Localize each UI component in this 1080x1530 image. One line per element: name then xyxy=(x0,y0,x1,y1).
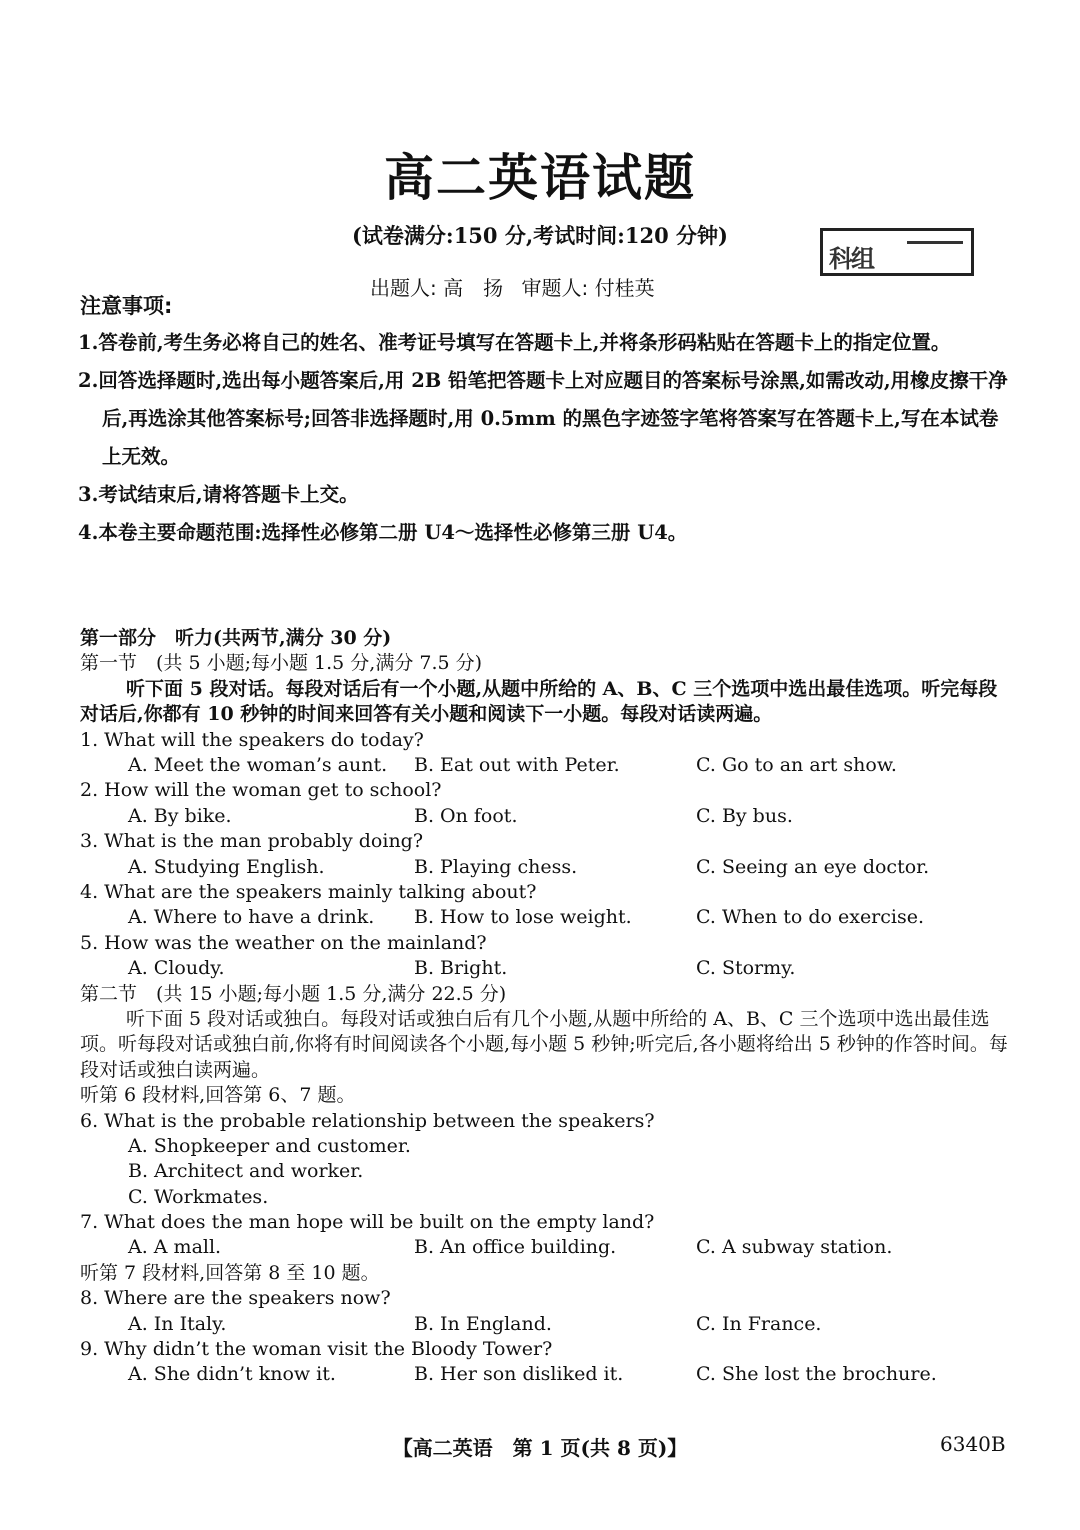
reviewer-label: 审题人: 付桂英 xyxy=(521,276,655,300)
option-c: C. By bus. xyxy=(696,804,793,827)
question-5: 5. How was the weather on the mainland? xyxy=(80,931,487,954)
exam-title: 高二英语试题 xyxy=(384,149,696,207)
question-8-options xyxy=(80,1312,1010,1337)
option-a: A. Studying English. xyxy=(128,855,325,878)
page-footer: 【高二英语 第 1 页(共 8 页)】 xyxy=(392,1436,688,1460)
option-c: C. In France. xyxy=(696,1312,822,1335)
option-b: B. How to lose weight. xyxy=(414,906,632,929)
option-c: C. Workmates. xyxy=(128,1185,269,1208)
question-2: 2. How will the woman get to school? xyxy=(80,779,442,802)
stamp-mark xyxy=(907,241,963,244)
option-a: A. Meet the woman’s aunt. xyxy=(128,753,388,776)
question-2-options xyxy=(80,804,1010,829)
part1-section xyxy=(80,626,1010,1388)
question-5-options xyxy=(80,956,1010,981)
option-c: C. A subway station. xyxy=(696,1236,893,1259)
material-7-label: 听第 7 段材料,回答第 8 至 10 题。 xyxy=(80,1261,380,1284)
notice-item: 3.考试结束后,请将答题卡上交。 xyxy=(78,483,359,506)
stamp-text: 科组 xyxy=(829,244,873,273)
option-b: B. Bright. xyxy=(414,957,508,980)
notice-list xyxy=(78,324,1008,552)
option-a: A. Shopkeeper and customer. xyxy=(128,1134,411,1157)
option-c: C. Go to an art show. xyxy=(696,753,897,776)
option-c: C. She lost the brochure. xyxy=(696,1363,937,1386)
question-4-options xyxy=(80,905,1010,930)
option-b: B. Playing chess. xyxy=(414,855,578,878)
option-c: C. Stormy. xyxy=(696,957,796,980)
option-b: B. On foot. xyxy=(414,804,518,827)
option-b: B. Architect and worker. xyxy=(128,1160,364,1183)
part1-heading: 第一部分 听力(共两节,满分 30 分) xyxy=(80,627,392,649)
question-8: 8. Where are the speakers now? xyxy=(80,1287,391,1310)
option-b: B. An office building. xyxy=(414,1236,617,1259)
question-3: 3. What is the man probably doing? xyxy=(80,830,424,853)
paper-code: 6340B xyxy=(940,1432,1006,1456)
notice-heading: 注意事项: xyxy=(80,294,173,318)
notice-item: 1.答卷前,考生务必将自己的姓名、准考证号填写在答题卡上,并将条形码粘贴在答题卡上的指定位置。 xyxy=(78,331,951,354)
option-b: B. Her son disliked it. xyxy=(414,1363,624,1386)
question-4: 4. What are the speakers mainly talking about? xyxy=(80,880,537,903)
question-9: 9. Why didn’t the woman visit the Bloody Tower? xyxy=(80,1338,553,1361)
option-a: A. A mall. xyxy=(128,1236,222,1259)
option-a: A. She didn’t know it. xyxy=(128,1363,336,1386)
option-a: A. Cloudy. xyxy=(128,957,225,980)
question-7: 7. What does the man hope will be built on the empty land? xyxy=(80,1211,655,1234)
section1-heading: 第一节 (共 5 小题;每小题 1.5 分,满分 7.5 分) xyxy=(80,652,483,675)
option-a: A. Where to have a drink. xyxy=(128,906,375,929)
option-c: C. Seeing an eye doctor. xyxy=(696,855,930,878)
question-1: 1. What will the speakers do today? xyxy=(80,728,424,751)
option-a: A. By bike. xyxy=(128,804,232,827)
question-6: 6. What is the probable relationship between the speakers? xyxy=(80,1109,655,1132)
setter-label: 出题人: 高 扬 xyxy=(370,276,504,300)
section1-instructions: 听下面 5 段对话。每段对话后有一个小题,从题中所给的 A、B、C 三个选项中选出最佳选项。听完每段对话后,你都有 10 秒钟的时间来回答有关小题和阅读下一小题。每段对话读两遍。 xyxy=(80,677,998,726)
question-9-options xyxy=(80,1362,1010,1387)
section2-instructions: 听下面 5 段对话或独白。每段对话或独白后有几个小题,从题中所给的 A、B、C 三个选项中选出最佳选项。听每段对话或独白前,你将有时间阅读各个小题,每小题 5 秒钟;听完后,各小题将给出 5 秒钟的作答时间。每段对话或独白读两遍。 xyxy=(80,1007,1008,1081)
option-c: C. When to do exercise. xyxy=(696,906,925,929)
material-6-label: 听第 6 段材料,回答第 6、7 题。 xyxy=(80,1084,356,1107)
option-b: B. Eat out with Peter. xyxy=(414,753,620,776)
question-3-options xyxy=(80,855,1010,880)
authors-line xyxy=(370,272,667,301)
question-1-options xyxy=(80,753,1010,778)
notice-item: 2.回答选择题时,选出每小题答案后,用 2B 铅笔把答题卡上对应题目的答案标号涂黑,如需改动,用橡皮擦干净后,再选涂其他答案标号;回答非选择题时,用 0.5mm 的黑色字迹签字笔将答案写在答题卡上,写在本试卷上无效。 xyxy=(78,369,1008,468)
question-7-options xyxy=(80,1235,1010,1260)
option-b: B. In England. xyxy=(414,1312,552,1335)
option-a: A. In Italy. xyxy=(128,1312,227,1335)
notice-item: 4.本卷主要命题范围:选择性必修第二册 U4～选择性必修第三册 U4。 xyxy=(78,521,688,544)
exam-subtitle: (试卷满分:150 分,考试时间:120 分钟) xyxy=(352,223,728,248)
section2-heading: 第二节 (共 15 小题;每小题 1.5 分,满分 22.5 分) xyxy=(80,982,507,1005)
stamp-box xyxy=(820,228,974,276)
